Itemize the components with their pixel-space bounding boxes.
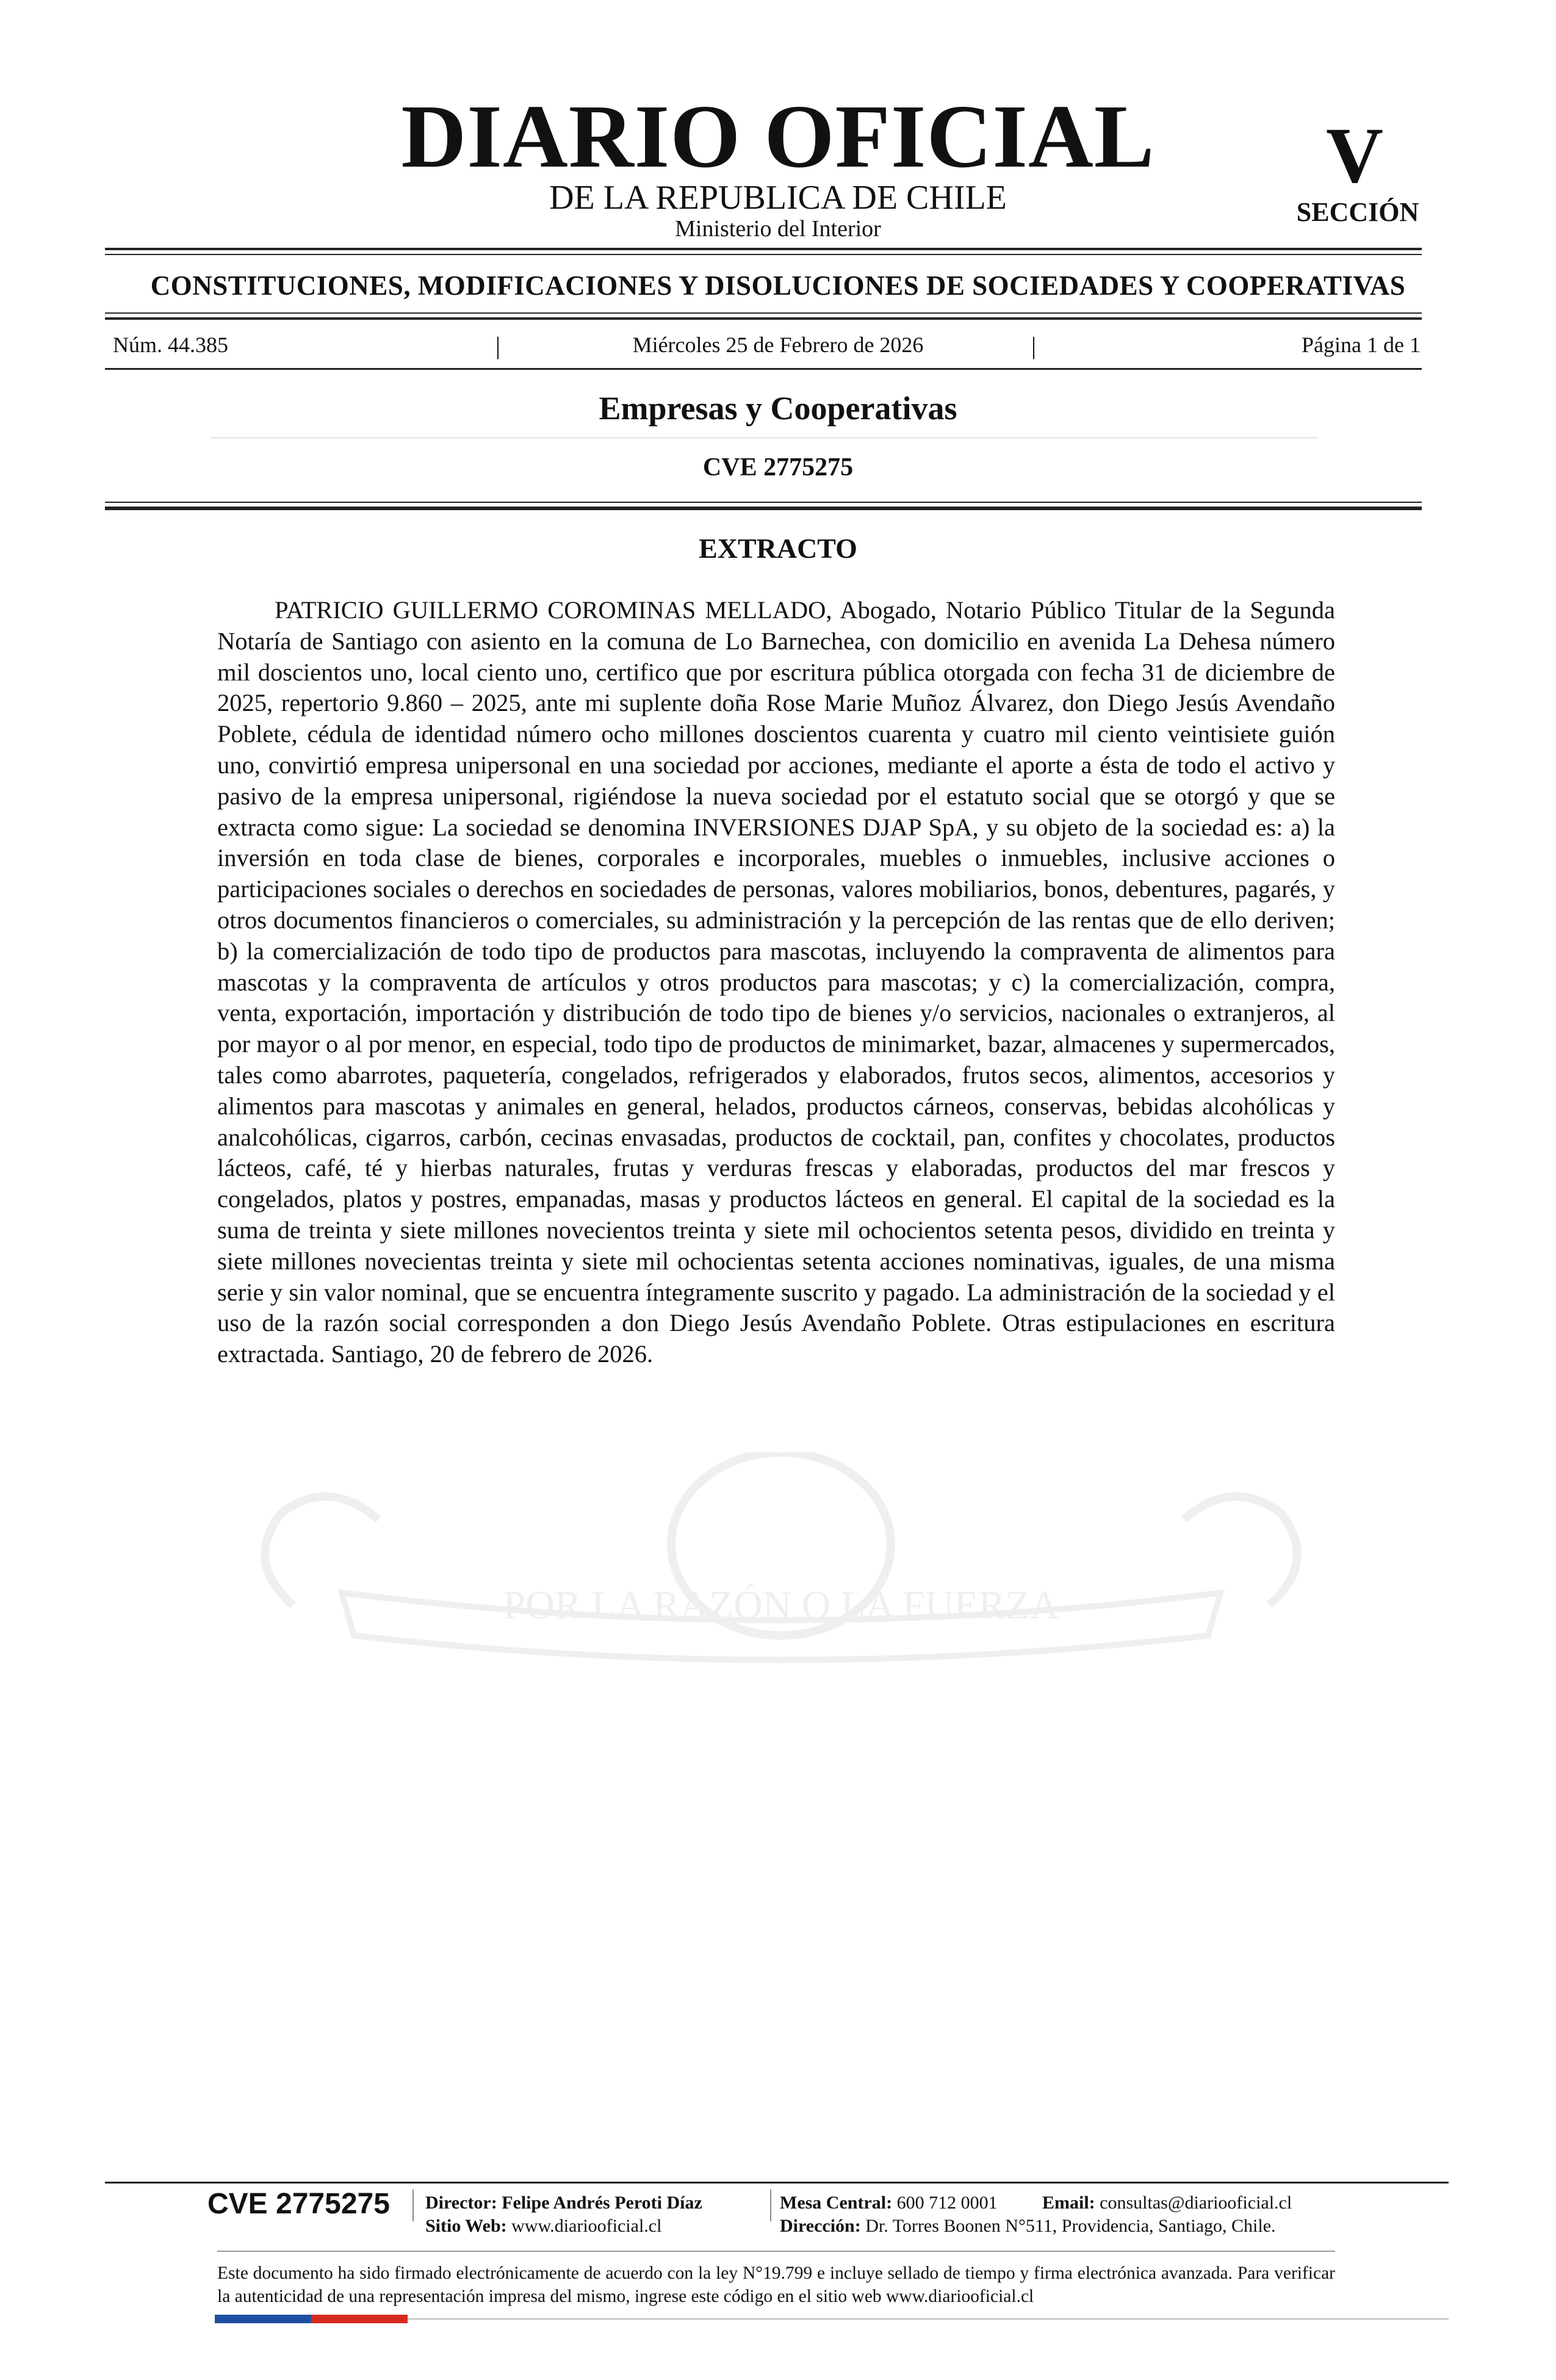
- rule: [105, 2182, 1449, 2183]
- rule: [105, 507, 1422, 510]
- flag-stripe-blue: [215, 2315, 311, 2323]
- issue-number: Núm. 44.385: [113, 333, 228, 357]
- email-link[interactable]: consultas@diariooficial.cl: [1100, 2193, 1292, 2213]
- cve-code: CVE 2775275: [702, 453, 854, 481]
- coat-of-arms-watermark: [207, 1452, 1355, 1672]
- rule: [408, 2318, 1449, 2320]
- divider: [412, 2190, 414, 2221]
- rule: [105, 248, 1422, 250]
- footer-director: Director: Felipe Andrés Peroti Díaz: [425, 2193, 702, 2213]
- page-indicator: Página 1 de 1: [1302, 333, 1421, 357]
- footer-cve: CVE 2775275: [207, 2188, 390, 2220]
- footer-signature-note: Este documento ha sido firmado electrónicamente de acuerdo con la ley N°19.799 e incluye sellado de tiempo y firma electrónica avanzada. Para verificar la autenticidad de una representación impresa del mismo, ingrese este código en el sitio web www.diariooficial.cl: [217, 2263, 1335, 2306]
- rule: [105, 254, 1422, 255]
- section-title: CONSTITUCIONES, MODIFICACIONES Y DISOLUCIONES DE SOCIEDADES Y COOPERATIVAS: [150, 270, 1406, 301]
- flag-stripe-red: [311, 2315, 408, 2323]
- footer-email: Email: consultas@diariooficial.cl: [1042, 2193, 1292, 2213]
- footer-address: Dirección: Dr. Torres Boonen N°511, Providencia, Santiago, Chile.: [780, 2216, 1276, 2236]
- masthead-title: DIARIO OFICIAL: [401, 87, 1155, 187]
- footer-phone: Mesa Central: 600 712 0001: [780, 2193, 998, 2213]
- rule: [105, 312, 1422, 314]
- article-heading: EXTRACTO: [699, 533, 857, 564]
- rule: [217, 2251, 1335, 2252]
- footer-website: Sitio Web: www.diariooficial.cl: [425, 2216, 662, 2236]
- meta-separator: |: [495, 332, 501, 359]
- issue-date: Miércoles 25 de Febrero de 2026: [632, 333, 924, 357]
- divider: [770, 2190, 771, 2221]
- website-link[interactable]: www.diariooficial.cl: [511, 2216, 662, 2236]
- meta-separator: |: [1031, 332, 1037, 359]
- article-body: PATRICIO GUILLERMO COROMINAS MELLADO, Abogado, Notario Público Titular de la Segunda Notaría de Santiago con asiento en la comuna de Lo Barnechea, con domicilio en avenida La Dehesa número mil doscientos uno, local ciento uno, certifico que por escritura pública otorgada con fecha 31 de diciembre de 2025, repertorio 9.860 – 2025, ante mi suplente doña Rose Marie Muñoz Álvarez, don Diego Jesús Avendaño Poblete, cédula de identidad número ocho millones doscientos cuarenta y cuatro mil ciento veintisiete guión uno, convirtió empresa unipersonal en una sociedad por acciones, mediante el aporte a ésta de todo el activo y pasivo de la empresa unipersonal, rigiéndose la nueva sociedad por el estatuto social que se otorgó y que se extracta como sigue: La sociedad se denomina INVERSIONES DJAP SpA, y su objeto de la sociedad es: a) la inversión en toda clase de bienes, corporales e incorporales, muebles o inmuebles, inclusive acciones o participaciones sociales o derechos en sociedades de personas, valores mobiliarios, bonos, debentures, pagarés, y otros documentos financieros o comerciales, su administración y la percepción de las rentas que de ello deriven; b) la comercialización de todo tipo de productos para mascotas, incluyendo la compraventa de alimentos para mascotas y la compraventa de artículos y otros productos para mascotas; y c) la comercialización, compra, venta, exportación, importación y distribución de todo tipo de bienes y/o servicios, nacionales o extranjeros, al por mayor o al por menor, en especial, todo tipo de productos de minimarket, bazar, almacenes y supermercados, tales como abarrotes, paquetería, congelados, refrigerados y elaborados, frutos secos, alimentos, accesorios y alimentos para mascotas y animales en general, helados, productos cárneos, conservas, bebidas alcohólicas y analcohólicas, cigarros, carbón, cecinas envasadas, productos de cocktail, pan, confites y chocolates, productos lácteos, café, té y hierbas naturales, frutas y verduras frescas y elaboradas, productos del mar frescos y congelados, platos y postres, empanadas, masas y productos lácteos en general. El capital de la sociedad es la suma de treinta y siete millones novecientos treinta y siete mil ochocientos setenta pesos, dividido en treinta y siete millones novecientas treinta y siete mil ochocientas setenta acciones nominativas, iguales, de una misma serie y sin valor nominal, que se encuentra íntegramente suscrito y pagado. La administración de la sociedad y el uso de la razón social corresponden a don Diego Jesús Avendaño Poblete. Otras estipulaciones en escritura extractada. Santiago, 20 de febrero de 2026.: [217, 596, 1335, 1368]
- section-label: SECCIÓN: [1296, 197, 1419, 227]
- svg-text:POR LA RAZÓN O LA FUERZA: POR LA RAZÓN O LA FUERZA: [503, 1583, 1059, 1628]
- category-heading: Empresas y Cooperativas: [599, 390, 957, 427]
- section-letter: V: [1326, 112, 1383, 200]
- rule: [105, 317, 1422, 320]
- rule: [105, 368, 1422, 370]
- masthead-ministry: Ministerio del Interior: [675, 216, 881, 242]
- rule: [105, 502, 1422, 503]
- masthead-subtitle: DE LA REPUBLICA DE CHILE: [549, 179, 1007, 217]
